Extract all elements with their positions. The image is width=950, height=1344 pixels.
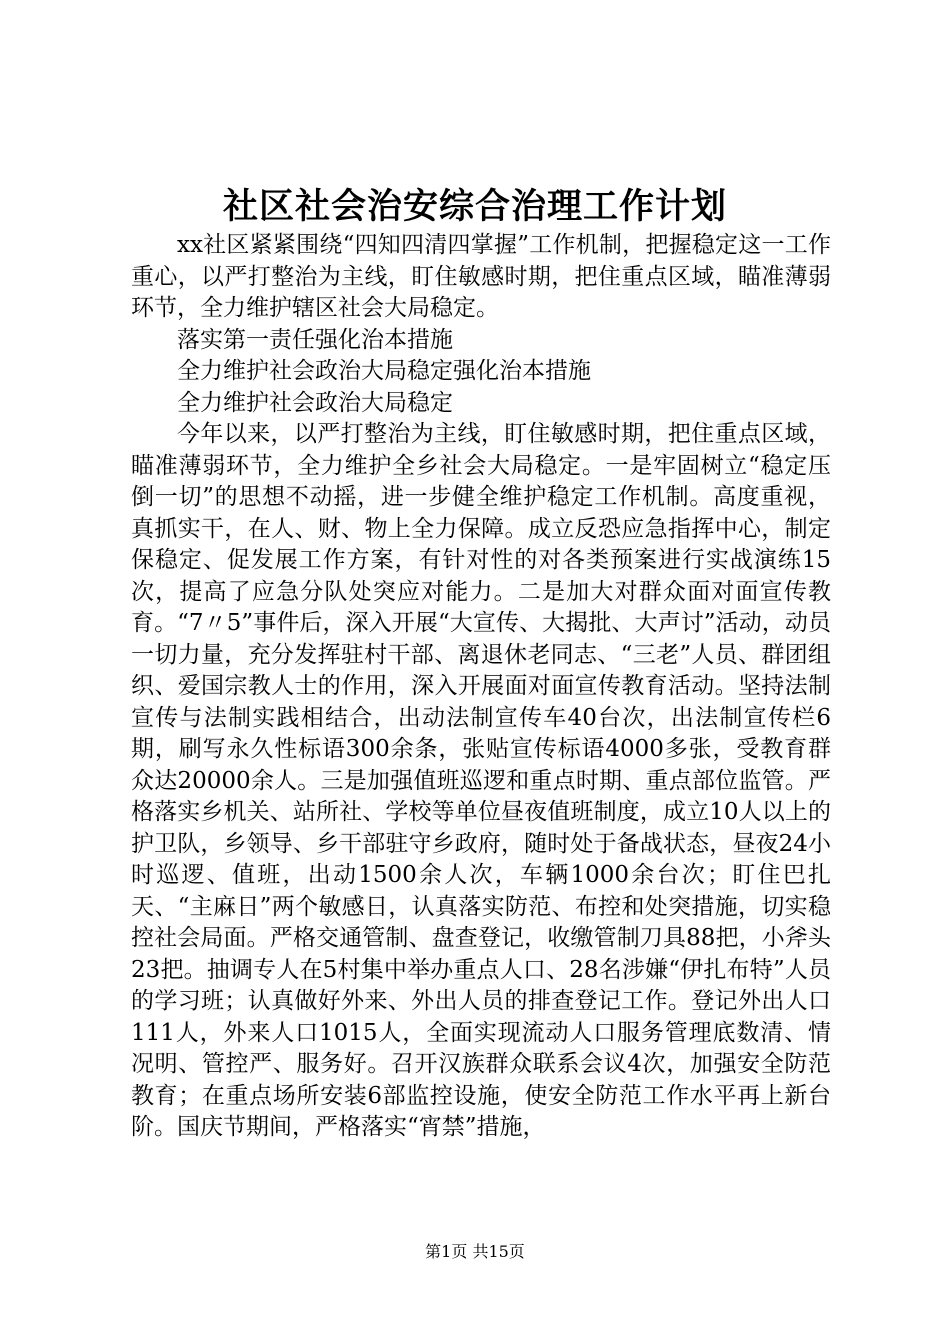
intro-paragraph: xx社区紧紧围绕“四知四清四掌握”工作机制，把握稳定这一工作重心，以严打整治为主线，盯住敏感时期，把住重点区域，瞄准薄弱环节，全力维护辖区社会大局稳定。 bbox=[131, 232, 831, 321]
main-paragraph: 今年以来，以严打整治为主线，盯住敏感时期，把住重点区域，瞄准薄弱环节，全力维护全乡社会大局稳定。一是牢固树立“稳定压倒一切”的思想不动摇，进一步健全维护稳定工作机制。高度重视，真抓实干，在人、财、物上全力保障。成立反恐应急指挥中心，制定保稳定、促发展工作方案，有针对性的对各类预案进行实战演练15次，提高了应急分队处突应对能力。二是加大对群众面对面宣传教育。“7〃5”事件后，深入开展“大宣传、大揭批、大声讨”活动，动员一切力量，充分发挥驻村干部、离退休老同志、“三老”人员、群团组织、爱国宗教人士的作用，深入开展面对面宣传教育活动。坚持法制宣传与法制实践相结合，出动法制宣传车40台次，出法制宣传栏6期，刷写永久性标语300余条，张贴宣传标语4000多张，受教育群众达20000余人。三是加强值班巡逻和重点时期、重点部位监管。严格落实乡机关、站所社、学校等单位昼夜值班制度，成立10人以上的护卫队，乡领导、乡干部驻守乡政府，随时处于备战状态，昼夜24小时巡逻、值班，出动1500余人次，车辆1000余台次；盯住巴扎天、“主麻日”两个敏感日，认真落实防范、布控和处突措施，切实稳控社会局面。严格交通管制、盘查登记，收缴管制刀具88把，小斧头23把。抽调专人在5村集中举办重点人口、28名涉嫌“伊扎布特”人员的学习班；认真做好外来、外出人员的排查登记工作。登记外出人口111人，外来人口1015人，全面实现流动人口服务管理底数清、情况明、管控严、服务好。召开汉族群众联系会议4次，加强安全防范教育；在重点场所安装6部监控设施，使安全防范工作水平再上新台阶。国庆节期间，严格落实“宵禁”措施， bbox=[131, 421, 831, 1140]
section-heading-2: 全力维护社会政治大局稳定强化治本措施 bbox=[177, 358, 591, 384]
document-body bbox=[131, 230, 831, 1144]
document-title: 社区社会治安综合治理工作计划 bbox=[222, 186, 727, 227]
section-heading-1: 落实第一责任强化治本措施 bbox=[177, 326, 453, 353]
section-heading-3: 全力维护社会政治大局稳定 bbox=[177, 389, 453, 416]
page-number: 第1页 共15页 bbox=[425, 1242, 525, 1261]
